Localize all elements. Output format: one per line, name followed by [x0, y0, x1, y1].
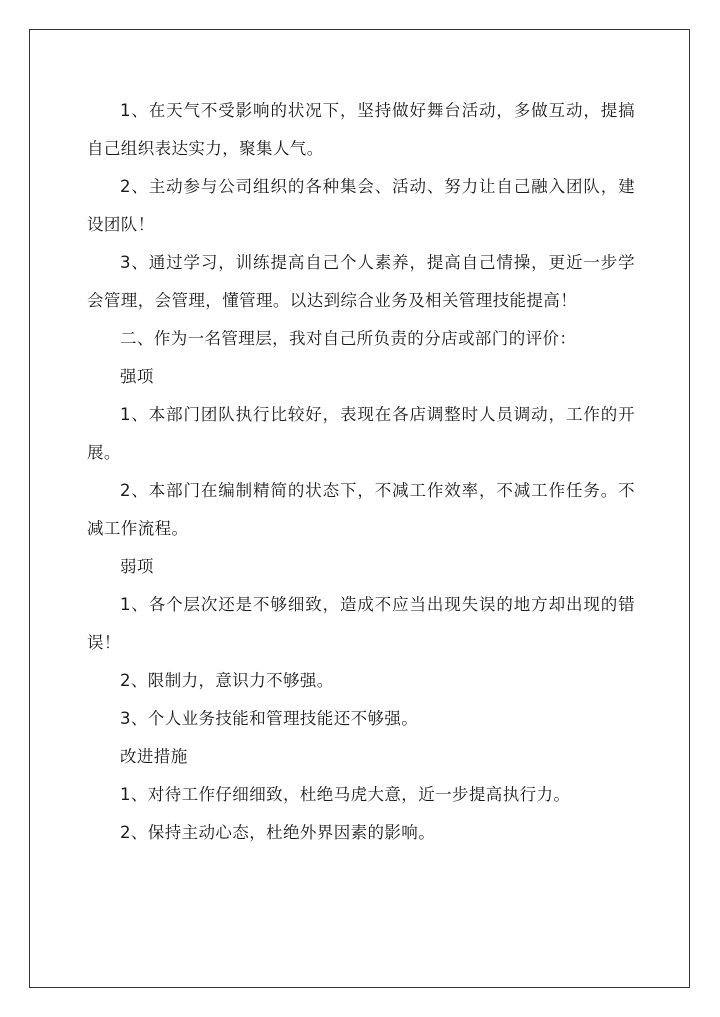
- paragraph-improvement-2: 2、保持主动心态，杜绝外界因素的影响。: [120, 823, 436, 842]
- document-body: [87, 92, 635, 852]
- paragraph-learning-training: 3、通过学习，训练提高自己个人素养，提高自己情操，更近一步学会管理，会管理，懂管理。以达到综合业务及相关管理技能提高！: [87, 253, 635, 310]
- paragraph-stage-activities: 1、在天气不受影响的状况下，坚持做好舞台活动，多做互动，提搞自己组织表达实力，聚集人气。: [87, 101, 635, 158]
- paragraph-weakness-2: 2、限制力，意识力不够强。: [120, 671, 334, 690]
- paragraph-weakness-3: 3、个人业务技能和管理技能还不够强。: [120, 709, 419, 728]
- paragraph-improvement-1: 1、对待工作仔细细致，杜绝马虎大意，近一步提高执行力。: [120, 785, 571, 804]
- heading-strengths: 强项: [120, 367, 154, 386]
- heading-improvements: 改进措施: [120, 747, 188, 766]
- paragraph-section-two-title: 二、作为一名管理层，我对自己所负责的分店或部门的评价：: [120, 329, 577, 348]
- paragraph-strength-2: 2、本部门在编制精简的状态下，不减工作效率，不减工作任务。不减工作流程。: [87, 481, 635, 538]
- heading-weaknesses: 弱项: [120, 557, 154, 576]
- paragraph-team-participation: 2、主动参与公司组织的各种集会、活动、努力让自己融入团队，建设团队！: [87, 177, 635, 234]
- paragraph-weakness-1: 1、各个层次还是不够细致，造成不应当出现失误的地方却出现的错误！: [87, 595, 635, 652]
- paragraph-strength-1: 1、本部门团队执行比较好，表现在各店调整时人员调动，工作的开展。: [87, 405, 635, 462]
